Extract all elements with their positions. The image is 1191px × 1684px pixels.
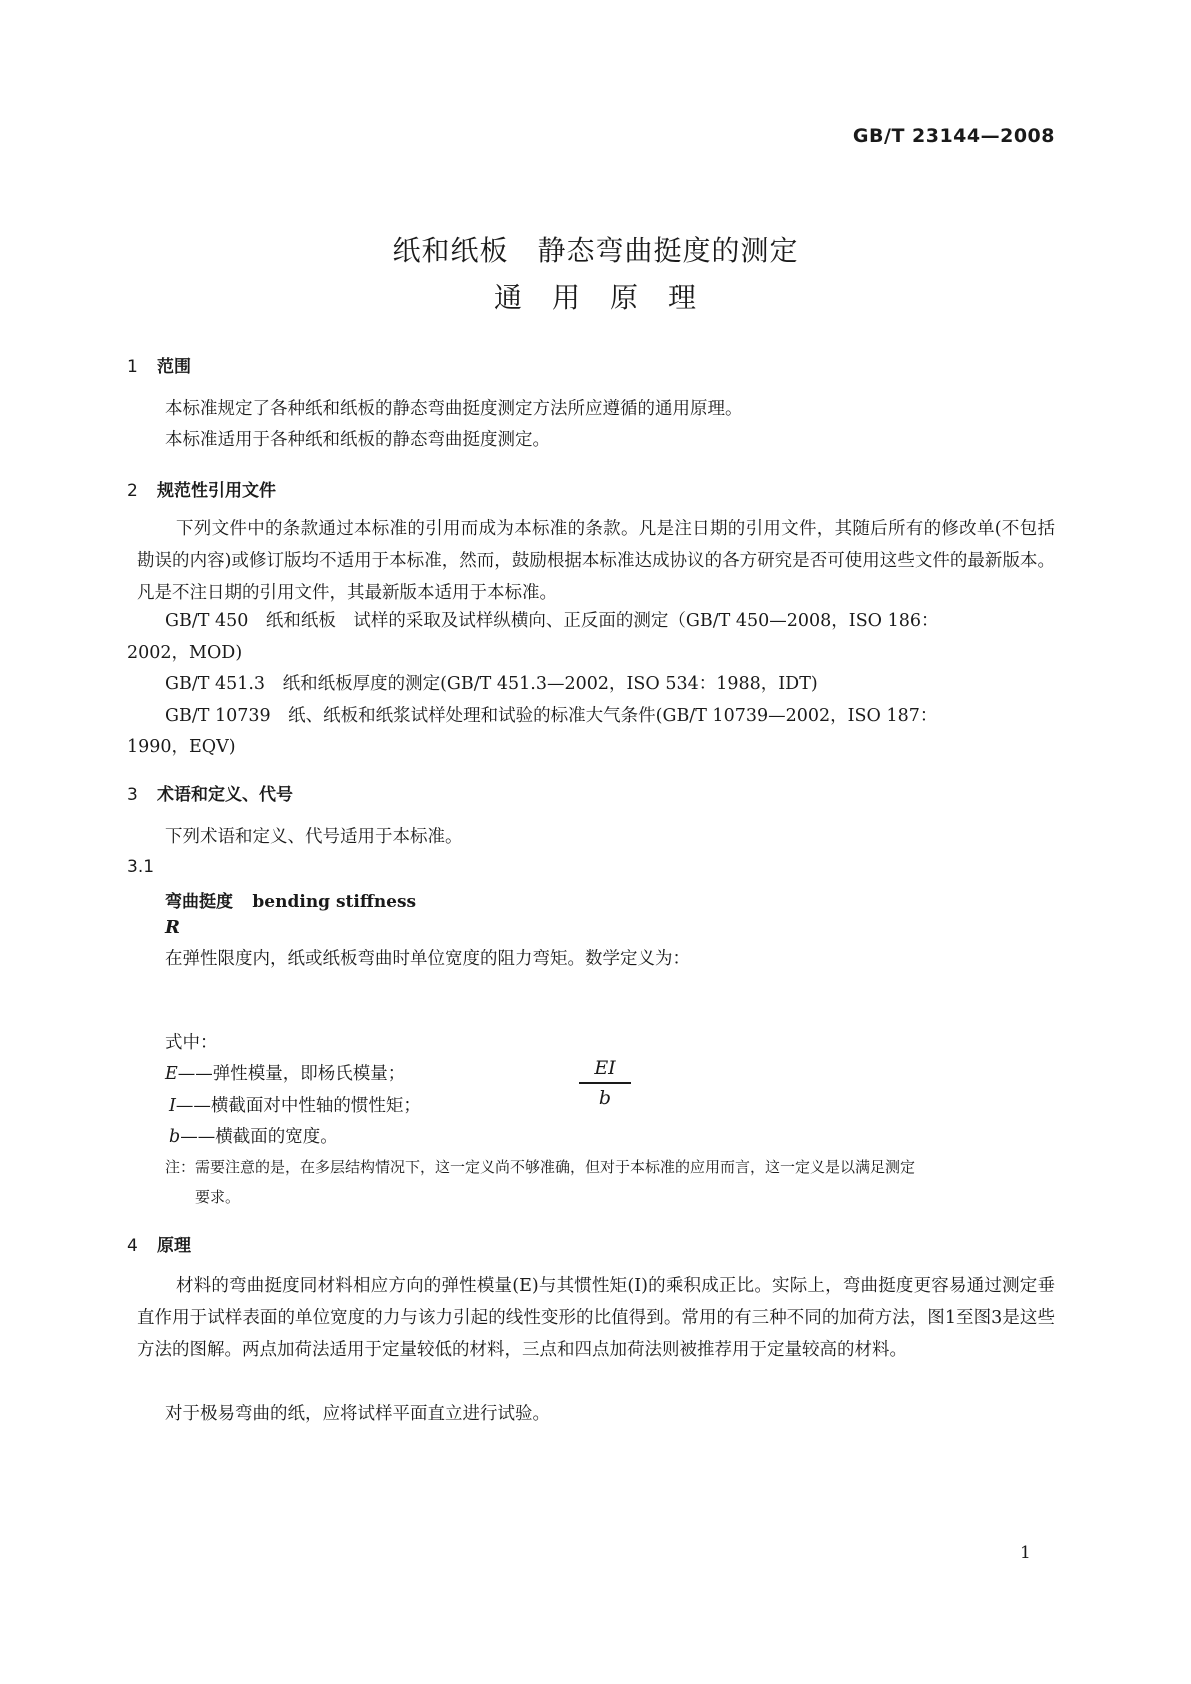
variable-symbol: b: [169, 1127, 181, 1147]
variable-symbol: I: [169, 1096, 176, 1116]
standard-number: GB/T 23144—2008: [852, 125, 1055, 147]
variable-b: [169, 1121, 338, 1153]
variable-symbol: E: [165, 1064, 178, 1084]
term-english: bending stiffness: [252, 892, 417, 912]
reference-gbt10739-cont: 1990，EQV): [127, 737, 236, 757]
fraction-bar: [579, 1082, 631, 1084]
document-subtitle: 通 用 原 理: [493, 281, 697, 314]
formula-fraction: [575, 1057, 635, 1109]
reference-gbt451-3: GB/T 451.3 纸和纸板厚度的测定(GB/T 451.3—2002，ISO 534：1988，IDT): [165, 674, 818, 694]
reference-gbt450-cont: 2002，MOD): [127, 643, 243, 663]
subsection-number: 3.1: [127, 857, 155, 877]
reference-gbt450: GB/T 450 纸和纸板 试样的采取及试样纵横向、正反面的测定（GB/T 450—2008，ISO 186：: [165, 611, 939, 631]
variable-I: [169, 1090, 421, 1122]
reference-gbt10739: GB/T 10739 纸、纸板和纸浆试样处理和试验的标准大气条件(GB/T 10739—2002，ISO 187：: [165, 706, 938, 726]
section-1-paragraph-1: 本标准规定了各种纸和纸板的静态弯曲挺度测定方法所应遵循的通用原理。: [165, 399, 743, 419]
term-entry: [165, 887, 416, 912]
section-number: 1: [127, 357, 138, 377]
variable-description: ——横截面的宽度。: [180, 1127, 338, 1147]
section-number: 3: [127, 785, 138, 805]
section-title: 原理: [157, 1236, 191, 1256]
section-1-heading: [127, 352, 191, 377]
term-symbol: R: [165, 917, 180, 938]
note-continuation: 要求。: [195, 1188, 241, 1206]
term-chinese: 弯曲挺度: [165, 892, 233, 912]
term-definition: 在弹性限度内，纸或纸板弯曲时单位宽度的阻力弯矩。数学定义为：: [165, 949, 690, 969]
section-4-paragraph-2: 对于极易弯曲的纸，应将试样平面直立进行试验。: [165, 1404, 550, 1424]
variable-E: [165, 1058, 405, 1090]
variable-description: ——横截面对中性轴的惯性矩；: [175, 1096, 421, 1116]
section-title: 规范性引用文件: [157, 481, 276, 501]
section-3-intro: 下列术语和定义、代号适用于本标准。: [165, 827, 463, 847]
section-number: 2: [127, 481, 138, 501]
page-number: 1: [1020, 1543, 1031, 1563]
section-3-heading: [127, 780, 293, 805]
section-2-heading: [127, 476, 276, 501]
section-title: 术语和定义、代号: [157, 785, 293, 805]
note: 注：需要注意的是，在多层结构情况下，这一定义尚不够准确，但对于本标准的应用而言，这一定义是以满足测定: [165, 1158, 916, 1176]
variable-description: ——弹性模量，即杨氏模量；: [177, 1064, 406, 1084]
formula-denominator: b: [598, 1086, 612, 1109]
section-number: 4: [127, 1236, 138, 1256]
section-2-intro: 下列文件中的条款通过本标准的引用而成为本标准的条款。凡是注日期的引用文件，其随后所有的修改单(不包括勘误的内容)或修订版均不适用于本标准，然而，鼓励根据本标准达成协议的各方研究是否可使用这些文件的最新版本。凡是不注日期的引用文件，其最新版本适用于本标准。: [137, 519, 1055, 603]
where-label: 式中：: [165, 1033, 218, 1053]
document-title: 纸和纸板 静态弯曲挺度的测定: [392, 234, 799, 267]
section-1-paragraph-2: 本标准适用于各种纸和纸板的静态弯曲挺度测定。: [165, 430, 550, 450]
section-4-heading: [127, 1231, 191, 1256]
section-4-paragraph-1: 材料的弯曲挺度同材料相应方向的弹性模量(E)与其惯性矩(I)的乘积成正比。实际上，弯曲挺度更容易通过测定垂直作用于试样表面的单位宽度的力与该力引起的线性变形的比值得到。常用的有三种不同的加荷方法，图1至图3是这些方法的图解。两点加荷法适用于定量较低的材料，三点和四点加荷法则被推荐用于定量较高的材料。: [137, 1276, 1055, 1360]
formula-numerator: EI: [594, 1057, 616, 1079]
section-title: 范围: [157, 357, 191, 377]
